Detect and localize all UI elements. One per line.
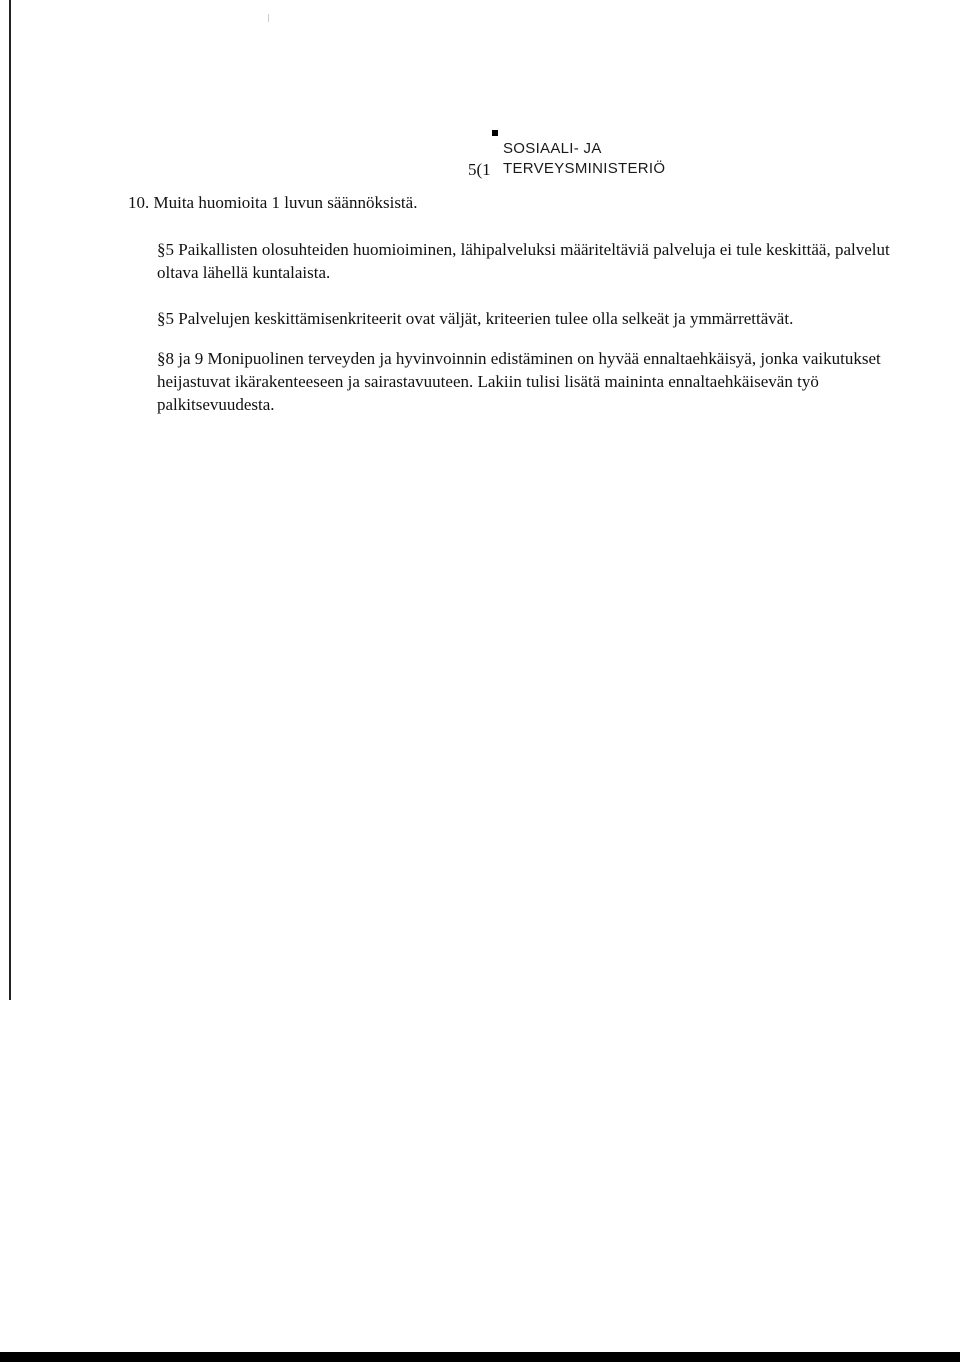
bottom-scan-bar <box>0 1352 960 1362</box>
paragraph-2: §5 Palvelujen keskittämisenkriteerit ovat väljät, kriteerien tulee olla selkeät ja ymmärrettävät. <box>157 309 794 328</box>
ministry-logo-text <box>503 139 665 179</box>
page-number: 5(1 <box>468 160 491 179</box>
paragraph-1: §5 Paikallisten olosuhteiden huomioiminen, lähipalveluksi määriteltäviä palveluja ei tule keskittää, palvelut oltava lähellä kuntalaista. <box>157 240 890 282</box>
scan-mark <box>268 14 269 22</box>
bullet-mark <box>492 130 498 136</box>
paragraph-3: §8 ja 9 Monipuolinen terveyden ja hyvinvoinnin edistäminen on hyvää ennaltaehkäisyä, jonka vaikutukset heijastuvat ikärakenteeseen ja sairastavuuteen. Lakiin tulisi lisätä maininta ennaltaehkäisevän työ palkitsevuudesta. <box>157 349 881 414</box>
ministry-line-2: TERVEYSMINISTERIÖ <box>503 160 666 177</box>
ministry-line-1: SOSIAALI- JA <box>503 140 602 157</box>
left-margin-rule <box>9 0 11 1000</box>
section-heading: 10. Muita huomioita 1 luvun säännöksistä. <box>128 193 418 212</box>
